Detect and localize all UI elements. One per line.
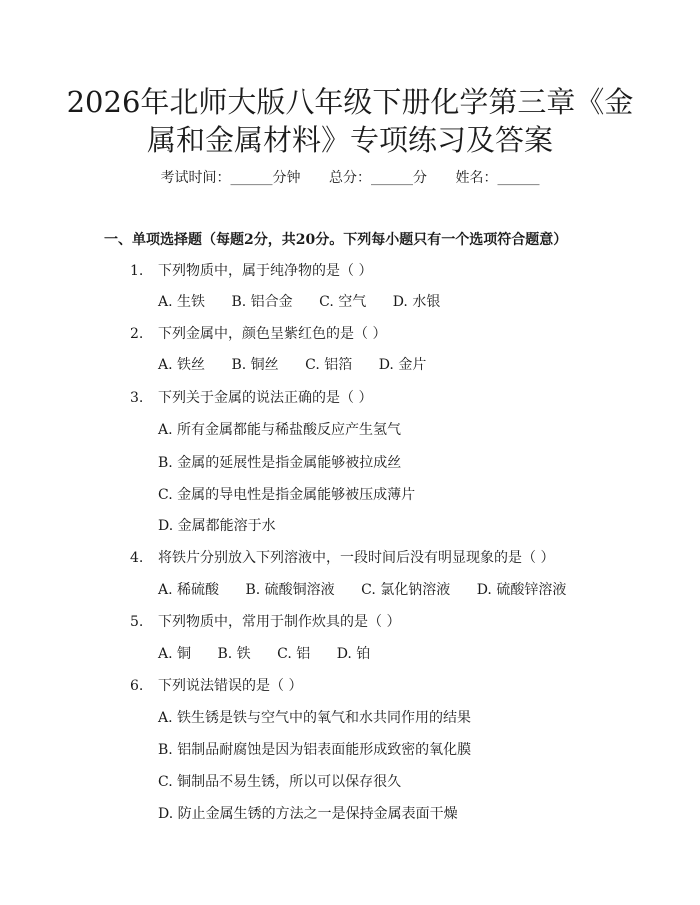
question-1 [130,261,372,281]
option-b: B. 铝合金 [231,294,293,310]
question-4 [130,548,554,568]
total-score-field: 总分：______分 [329,170,427,186]
document-title-line2: 属和金属材料》专项练习及答案 [146,123,553,157]
question-2 [130,324,386,344]
option-a: A. 铁生锈是铁与空气中的氧气和水共同作用的结果 [158,710,472,726]
option-d: D. 水银 [392,294,441,310]
question-4-options [158,580,588,600]
question-text: 下列金属中，颜色呈紫红色的是（ ） [158,326,387,342]
document-title-line1: 2026年北师大版八年级下册化学第三章《金 [66,85,634,119]
question-number: 4. [130,550,144,566]
exam-time-field: 考试时间：______分钟 [160,170,301,186]
exam-info-line [0,168,700,188]
option-c: C. 金属的导电性是指金属能够被压成薄片 [158,487,416,503]
question-text: 下列关于金属的说法正确的是（ ） [158,390,373,406]
option-c: C. 铜制品不易生锈，所以可以保存很久 [158,774,402,790]
option-a: A. 生铁 [158,294,206,310]
option-d: D. 金片 [378,357,427,373]
student-name-field: 姓名：______ [455,170,540,186]
question-6 [130,676,302,696]
question-5-options [158,644,392,664]
section-heading: 一、单项选择题（每题2分，共20分。下列每小题只有一个选项符合题意） [104,232,568,248]
option-c: C. 氯化钠溶液 [361,582,451,598]
option-d: D. 铂 [336,646,371,662]
option-a: A. 铁丝 [158,357,206,373]
question-number: 3. [130,390,144,406]
option-c: C. 空气 [319,294,367,310]
option-c: C. 铝 [277,646,311,662]
option-a: A. 铜 [158,646,192,662]
question-number: 6. [130,678,144,694]
question-text: 下列物质中，属于纯净物的是（ ） [158,263,373,279]
question-3 [130,388,372,408]
question-2-options [158,355,448,375]
option-d: D. 金属都能溶于水 [158,518,276,534]
option-b: B. 铜丝 [231,357,279,373]
option-b: B. 硫酸铜溶液 [245,582,335,598]
question-text: 下列物质中，常用于制作炊具的是（ ） [158,614,401,630]
option-a: A. 稀硫酸 [158,582,220,598]
option-a: A. 所有金属都能与稀盐酸反应产生氢气 [158,422,402,438]
question-number: 1. [130,263,144,279]
question-text: 将铁片分别放入下列溶液中，一段时间后没有明显现象的是（ ） [158,550,555,566]
option-b: B. 金属的延展性是指金属能够被拉成丝 [158,455,402,471]
question-number: 2. [130,326,144,342]
question-5 [130,612,400,632]
option-b: B. 铁 [217,646,251,662]
question-number: 5. [130,614,144,630]
option-d: D. 防止金属生锈的方法之一是保持金属表面干燥 [158,806,458,822]
option-c: C. 铝箔 [305,357,353,373]
option-b: B. 铝制品耐腐蚀是因为铝表面能形成致密的氧化膜 [158,742,472,758]
option-d: D. 硫酸锌溶液 [476,582,567,598]
question-1-options [158,292,462,312]
question-text: 下列说法错误的是（ ） [158,678,303,694]
